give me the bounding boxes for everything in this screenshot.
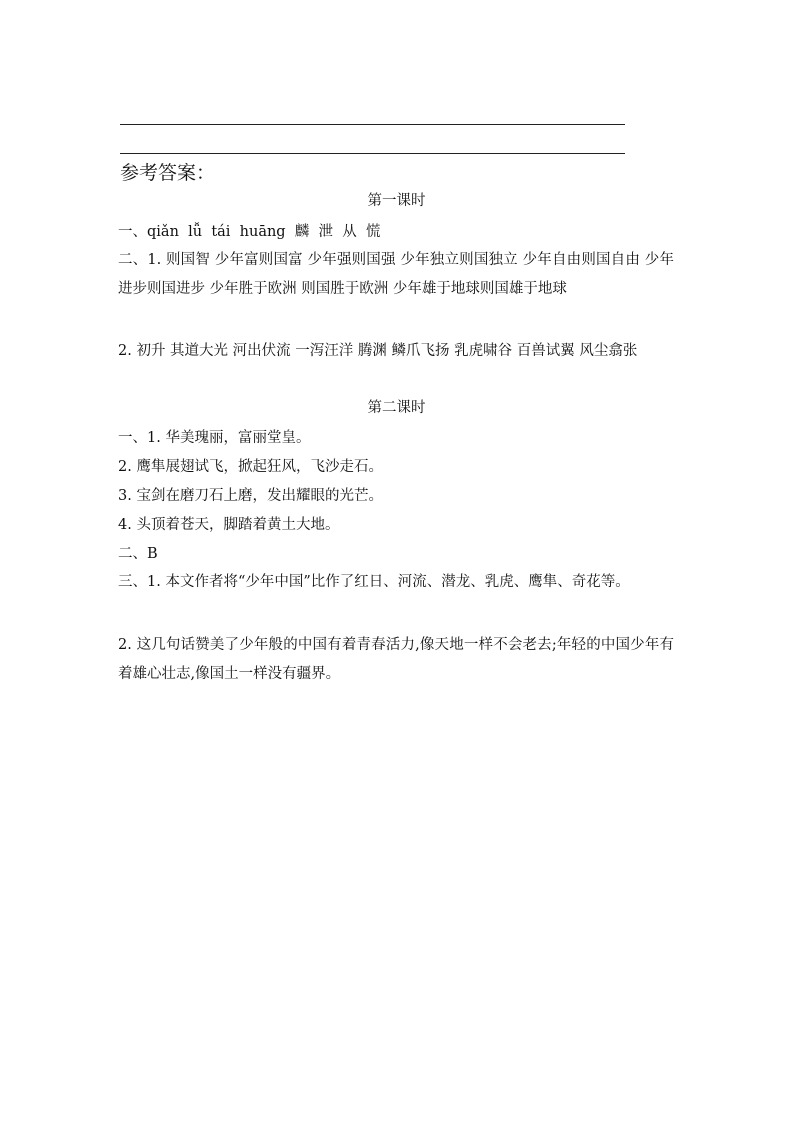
lesson-2-item: 二、B <box>118 546 158 562</box>
header-rule-bottom <box>120 153 625 154</box>
lesson-2-item: 2. 鹰隼展翅试飞，掀起狂风，飞沙走石。 <box>118 459 383 475</box>
lesson-2-item: 3. 宝剑在磨刀石上磨，发出耀眼的光芒。 <box>118 488 383 504</box>
lesson-1-q2-paragraph: 二、1. 则国智 少年富则国富 少年强则国强 少年独立则国独立 少年自由则国自由 少年进步则国进步 少年胜于欧洲 则国胜于欧洲 少年雄于地球则国雄于地球 <box>118 252 674 297</box>
lesson-2-item: 4. 头顶着苍天，脚踏着黄土大地。 <box>118 517 340 533</box>
lesson-2-q3-item-2: 2. 这几句话赞美了少年般的中国有着青春活力,像天地一样不会老去;年轻的中国少年有着雄心壮志,像国土一样没有疆界。 <box>118 637 674 682</box>
lesson-1-title: 第一课时 <box>367 193 426 209</box>
lesson-1-q1: 一、qiǎn lǚ tái huāng 麟 泄 从 慌 <box>118 224 381 240</box>
lesson-2-title: 第二课时 <box>367 400 426 416</box>
header-rule-top <box>120 124 625 125</box>
lesson-2-item: 一、1. 华美瑰丽，富丽堂皇。 <box>118 430 311 446</box>
lesson-1-q2-item-2: 2. 初升 其道大光 河出伏流 一泻汪洋 腾渊 鳞爪飞扬 乳虎啸谷 百兽试翼 风尘翕张 <box>118 343 638 359</box>
lesson-2-q3-item-1: 三、1. 本文作者将“少年中国”比作了红日、河流、潜龙、乳虎、鹰隼、奇花等。 <box>118 574 630 590</box>
answer-heading: 参考答案： <box>120 162 216 184</box>
